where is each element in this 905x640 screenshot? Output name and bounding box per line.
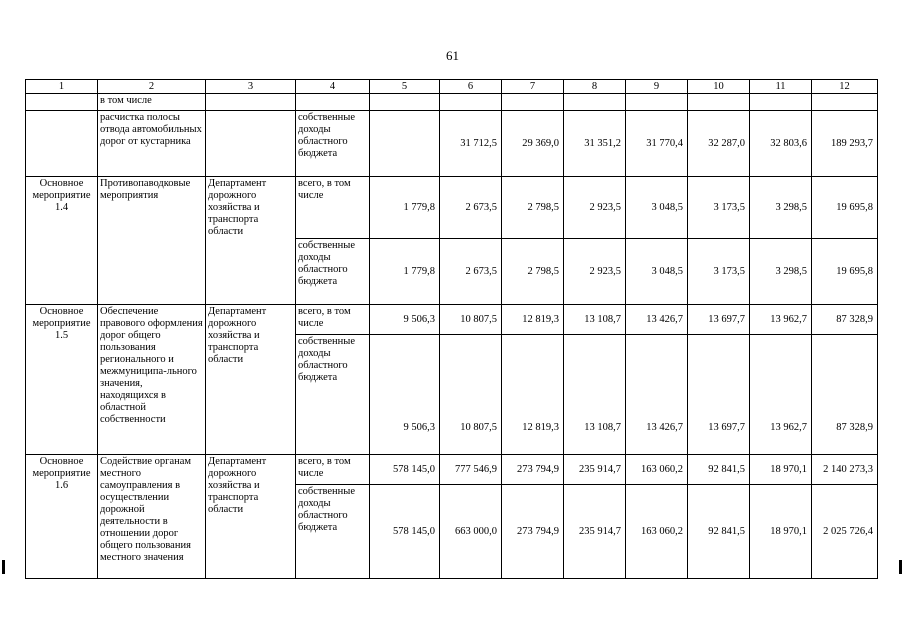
value-cell: 2 798,5 <box>502 239 564 305</box>
value-cell: 1 779,8 <box>370 177 440 239</box>
empty-cell <box>296 94 370 111</box>
value-cell: 18 970,1 <box>750 485 812 579</box>
value-cell: 3 298,5 <box>750 177 812 239</box>
header-cell: 7 <box>502 80 564 94</box>
value-cell: 32 803,6 <box>750 111 812 177</box>
header-cell: 1 <box>26 80 98 94</box>
empty-cell <box>440 94 502 111</box>
value-cell: 31 770,4 <box>626 111 688 177</box>
empty-cell <box>206 111 296 177</box>
empty-cell <box>812 94 878 111</box>
header-cell: 6 <box>440 80 502 94</box>
value-cell: 777 546,9 <box>440 455 502 485</box>
value-cell: 13 426,7 <box>626 305 688 335</box>
measure-name: Содействие органам местного самоуправления в осуществлении дорожной деятельности в отношении дорог общего пользования местного значения <box>98 455 206 579</box>
table-row <box>26 455 878 485</box>
funding-source: собственные доходы областного бюджета <box>296 239 370 305</box>
value-cell: 273 794,9 <box>502 455 564 485</box>
value-cell: 2 025 726,4 <box>812 485 878 579</box>
value-cell: 9 506,3 <box>370 305 440 335</box>
value-cell: 19 695,8 <box>812 177 878 239</box>
value-cell: 163 060,2 <box>626 485 688 579</box>
table-row <box>26 177 878 239</box>
value-cell: 87 328,9 <box>812 305 878 335</box>
header-cell: 2 <box>98 80 206 94</box>
executor: Департамент дорожного хозяйства и транспорта области <box>206 177 296 305</box>
scan-mark <box>899 560 902 574</box>
empty-cell <box>370 94 440 111</box>
value-cell: 235 914,7 <box>564 455 626 485</box>
value-cell: 10 807,5 <box>440 305 502 335</box>
value-cell: 13 962,7 <box>750 305 812 335</box>
funding-source: всего, в том числе <box>296 455 370 485</box>
value-cell: 13 108,7 <box>564 335 626 455</box>
value-cell: 3 048,5 <box>626 239 688 305</box>
value-cell: 9 506,3 <box>370 335 440 455</box>
value-cell: 12 819,3 <box>502 335 564 455</box>
value-cell: 13 697,7 <box>688 305 750 335</box>
value-cell: 13 426,7 <box>626 335 688 455</box>
measure-name: расчистка полосы отвода автомобильных дорог от кустарника <box>98 111 206 177</box>
table-row <box>26 111 878 177</box>
header-cell: 12 <box>812 80 878 94</box>
table-row <box>26 305 878 335</box>
header-cell: 9 <box>626 80 688 94</box>
funding-source: собственные доходы областного бюджета <box>296 111 370 177</box>
value-cell: 29 369,0 <box>502 111 564 177</box>
header-cell: 10 <box>688 80 750 94</box>
value-cell: 13 697,7 <box>688 335 750 455</box>
measure-code: Основное мероприятие 1.6 <box>26 455 98 579</box>
value-cell: 19 695,8 <box>812 239 878 305</box>
value-cell: 3 048,5 <box>626 177 688 239</box>
header-cell: 3 <box>206 80 296 94</box>
table-row <box>26 94 878 111</box>
funding-source: собственные доходы областного бюджета <box>296 485 370 579</box>
measure-name: Обеспечение правового оформления дорог общего пользования регионального и межмуниципа-льного значения, находящихся в областной собственности <box>98 305 206 455</box>
empty-cell <box>750 94 812 111</box>
header-cell: 5 <box>370 80 440 94</box>
value-cell: 2 140 273,3 <box>812 455 878 485</box>
value-cell: 31 712,5 <box>440 111 502 177</box>
value-cell: 31 351,2 <box>564 111 626 177</box>
header-cell: 8 <box>564 80 626 94</box>
value-cell: 663 000,0 <box>440 485 502 579</box>
value-cell: 163 060,2 <box>626 455 688 485</box>
funding-source: всего, в том числе <box>296 177 370 239</box>
value-cell: 32 287,0 <box>688 111 750 177</box>
value-cell: 2 673,5 <box>440 239 502 305</box>
value-cell: 2 923,5 <box>564 239 626 305</box>
value-cell: 87 328,9 <box>812 335 878 455</box>
header-cell: 11 <box>750 80 812 94</box>
budget-table <box>25 79 878 579</box>
value-cell: 1 779,8 <box>370 239 440 305</box>
value-cell: 235 914,7 <box>564 485 626 579</box>
value-cell: 10 807,5 <box>440 335 502 455</box>
value-cell: 578 145,0 <box>370 455 440 485</box>
empty-cell <box>26 111 98 177</box>
value-cell: 273 794,9 <box>502 485 564 579</box>
value-cell: 18 970,1 <box>750 455 812 485</box>
empty-cell <box>502 94 564 111</box>
header-cell: 4 <box>296 80 370 94</box>
page-number: 61 <box>446 48 459 63</box>
empty-cell <box>26 94 98 111</box>
measure-name: Противопаводковые мероприятия <box>98 177 206 305</box>
value-cell: 12 819,3 <box>502 305 564 335</box>
scan-mark <box>2 560 5 574</box>
empty-cell <box>564 94 626 111</box>
empty-cell <box>206 94 296 111</box>
value-cell: 3 173,5 <box>688 239 750 305</box>
value-cell: 92 841,5 <box>688 455 750 485</box>
value-cell: 13 962,7 <box>750 335 812 455</box>
value-cell: 2 673,5 <box>440 177 502 239</box>
value-cell <box>370 111 440 177</box>
sub-label: в том числе <box>98 94 206 111</box>
value-cell: 92 841,5 <box>688 485 750 579</box>
value-cell: 3 173,5 <box>688 177 750 239</box>
value-cell: 3 298,5 <box>750 239 812 305</box>
header-row <box>26 80 878 94</box>
value-cell: 189 293,7 <box>812 111 878 177</box>
value-cell: 2 923,5 <box>564 177 626 239</box>
measure-code: Основное мероприятие 1.5 <box>26 305 98 455</box>
empty-cell <box>688 94 750 111</box>
measure-code: Основное мероприятие 1.4 <box>26 177 98 305</box>
empty-cell <box>626 94 688 111</box>
funding-source: всего, в том числе <box>296 305 370 335</box>
executor: Департамент дорожного хозяйства и транспорта области <box>206 455 296 579</box>
executor: Департамент дорожного хозяйства и транспорта области <box>206 305 296 455</box>
funding-source: собственные доходы областного бюджета <box>296 335 370 455</box>
value-cell: 2 798,5 <box>502 177 564 239</box>
value-cell: 578 145,0 <box>370 485 440 579</box>
value-cell: 13 108,7 <box>564 305 626 335</box>
